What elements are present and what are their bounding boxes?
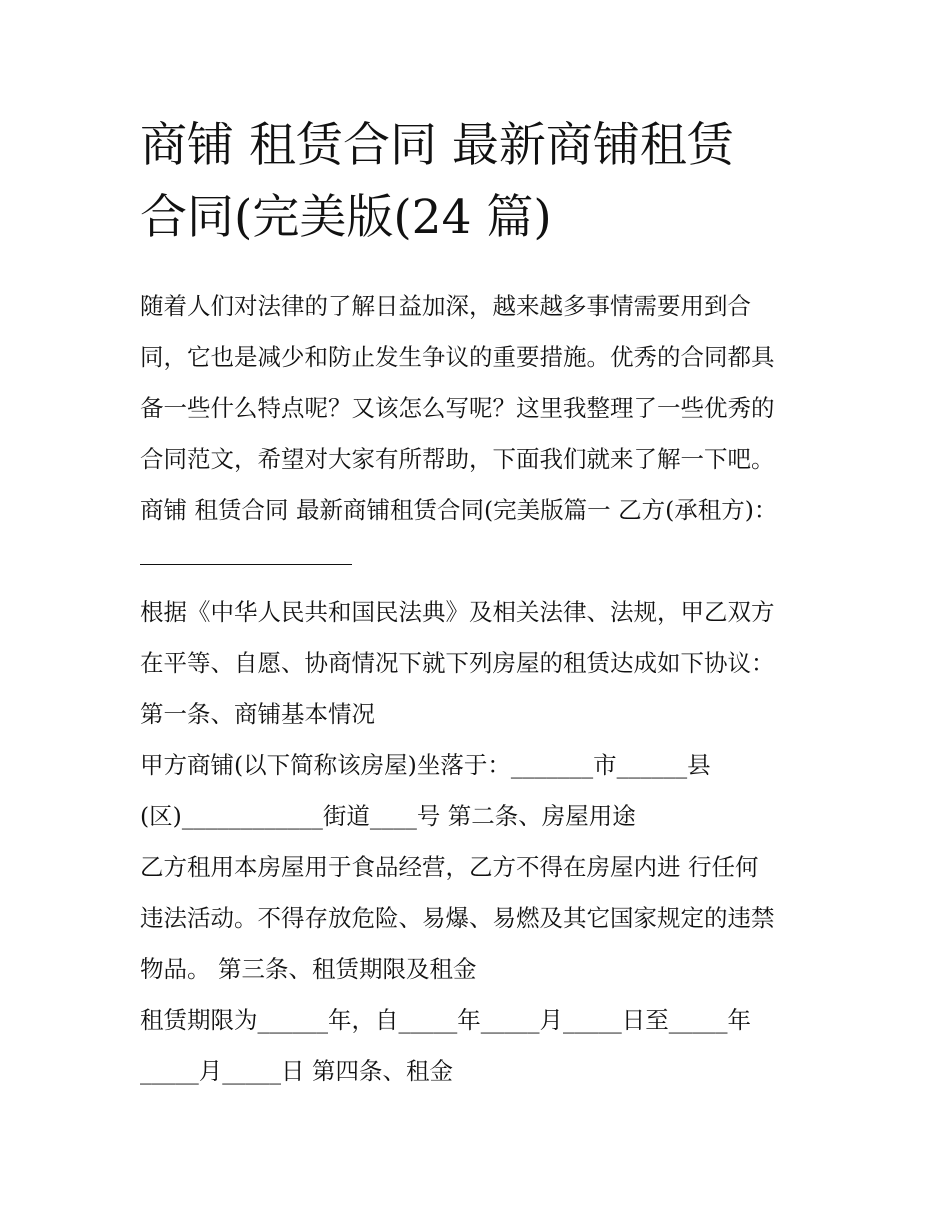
body-line: 物品。 第三条、租赁期限及租金 xyxy=(140,955,477,983)
title-line-1: 商铺 租赁合同 最新商铺租赁 xyxy=(140,118,734,173)
body-line: 在平等、自愿、协商情况下就下列房屋的租赁达成如下协议： xyxy=(140,649,775,677)
body-line: _____月_____日 第四条、租金 xyxy=(140,1057,453,1085)
section-heading: 第一条、商铺基本情况 xyxy=(140,700,375,728)
body-line: 甲方商铺(以下简称该房屋)坐落于：_______市______县 xyxy=(140,751,711,779)
body-line: 备一些什么特点呢？又该怎么写呢？这里我整理了一些优秀的 xyxy=(140,394,775,422)
blank-rule xyxy=(140,536,352,565)
document-body xyxy=(140,281,820,1097)
document-title xyxy=(140,110,820,254)
body-line: 租赁期限为______年，自_____年_____月_____日至_____年 xyxy=(140,1006,751,1034)
body-line: 同，它也是减少和防止发生争议的重要措施。优秀的合同都具 xyxy=(140,343,775,371)
body-line: (区)____________街道____号 第二条、房屋用途 xyxy=(140,802,636,830)
body-line: 合同范文，希望对大家有所帮助，下面我们就来了解一下吧。 xyxy=(140,445,775,473)
body-line: 根据《中华人民共和国民法典》及相关法律、法规，甲乙双方 xyxy=(140,598,775,626)
signature-blank-line xyxy=(140,536,820,587)
body-line: 乙方租用本房屋用于食品经营，乙方不得在房屋内进 行任何 xyxy=(140,853,759,881)
body-line: 商铺 租赁合同 最新商铺租赁合同(完美版篇一 乙方(承租方)： xyxy=(140,496,778,524)
body-line: 随着人们对法律的了解日益加深，越来越多事情需要用到合 xyxy=(140,292,751,320)
body-line: 违法活动。不得存放危险、易爆、易燃及其它国家规定的违禁 xyxy=(140,904,775,932)
title-line-2: 合同(完美版(24 篇) xyxy=(140,190,552,245)
